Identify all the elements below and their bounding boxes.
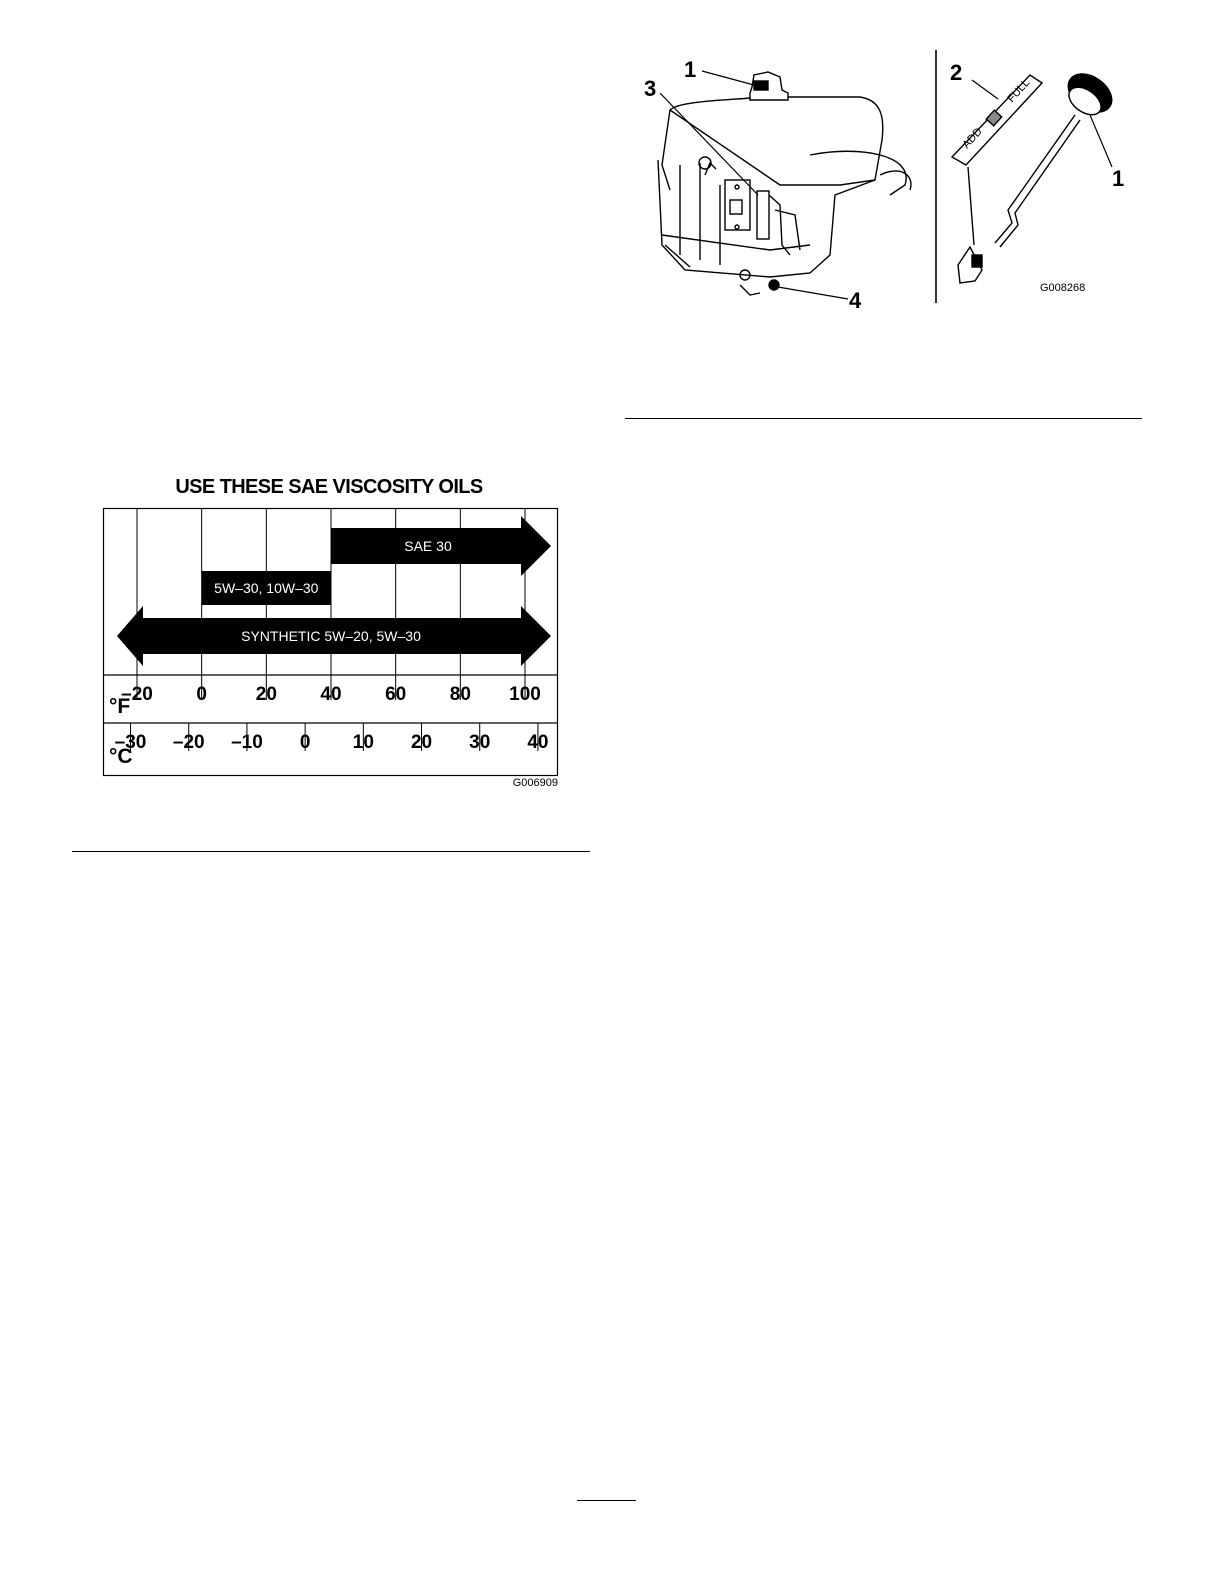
- f-tick-label-0: –20: [121, 684, 153, 705]
- c-tick-label-7: 40: [527, 732, 549, 753]
- f-unit-label: °F: [109, 695, 131, 718]
- range-bar-label-2: SYNTHETIC 5W–20, 5W–30: [241, 628, 421, 644]
- chart-figure-code: G006909: [512, 777, 558, 789]
- dipstick-drawing: [952, 66, 1119, 283]
- footer-rule: [577, 1500, 636, 1501]
- f-tick-label-1: 0: [196, 684, 207, 705]
- c-tick-label-6: 30: [469, 732, 491, 753]
- dipstick-full-label: FULL: [1005, 76, 1033, 106]
- range-bar-label-0: SAE 30: [404, 538, 452, 554]
- range-bar-label-1: 5W–30, 10W–30: [214, 580, 319, 596]
- callout-tube: 3: [644, 76, 657, 101]
- engine-figure-code: G008268: [1040, 282, 1086, 294]
- dipstick-add-label: ADD: [960, 125, 985, 152]
- c-tick-label-3: 0: [299, 732, 311, 753]
- c-unit-label: °C: [109, 745, 133, 768]
- chart-title: USE THESE SAE VISCOSITY OILS: [175, 476, 483, 498]
- callout-dipstick-cap: 1: [1112, 166, 1125, 191]
- c-tick-label-2: –10: [231, 732, 263, 753]
- viscosity-chart: [103, 508, 558, 776]
- f-tick-label-5: 80: [449, 684, 471, 705]
- section-rule-left: [72, 851, 590, 852]
- engine-drawing: [658, 72, 911, 295]
- c-tick-label-1: –20: [172, 732, 205, 753]
- callout-dipstick-marking: 2: [950, 60, 963, 85]
- f-tick-label-4: 60: [385, 684, 407, 705]
- c-tick-label-4: 10: [352, 732, 374, 753]
- engine-oil-figure: [630, 45, 1130, 315]
- section-rule-right: [625, 418, 1142, 419]
- callout-fill-cap: 1: [684, 57, 697, 82]
- f-tick-label-2: 20: [255, 684, 277, 705]
- f-tick-label-6: 100: [509, 684, 541, 705]
- f-tick-label-3: 40: [320, 684, 342, 705]
- c-tick-label-5: 20: [410, 732, 433, 753]
- callout-drain: 4: [849, 288, 862, 313]
- c-tick-label-0: –30: [114, 732, 147, 753]
